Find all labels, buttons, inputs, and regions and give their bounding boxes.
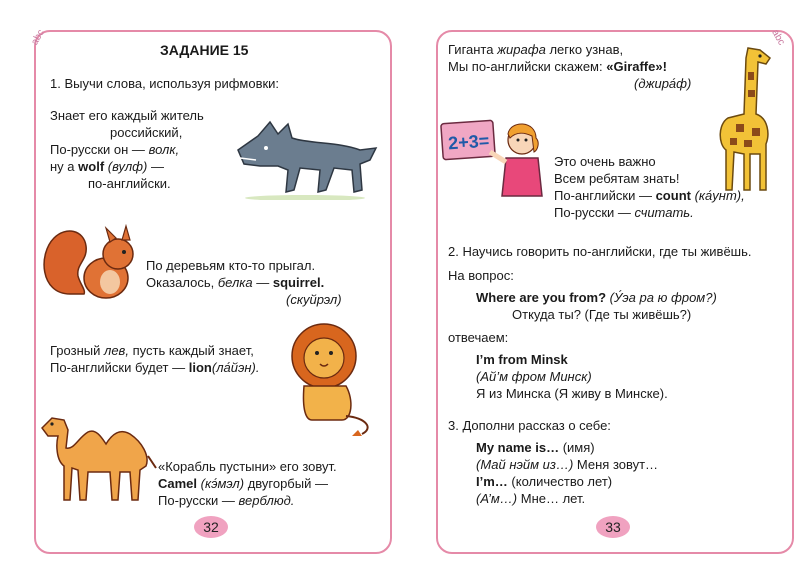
- camel-rhyme-line1: «Корабль пустыни» его зовут.: [158, 459, 337, 474]
- wolf-rhyme-line2: российский,: [110, 125, 183, 140]
- giraffe-illustration: [708, 44, 784, 194]
- giraffe-rhyme-line2: Мы по-английски скажем: «Giraffe»!: [448, 59, 667, 74]
- answer-label: отвечаем:: [448, 330, 509, 345]
- wolf-rhyme-line4: ну а wolf (вулф) —: [50, 159, 164, 174]
- question-label: На вопрос:: [448, 268, 514, 283]
- age-english: I’m… (количество лет): [476, 474, 613, 489]
- answer-transcription: (Ай’м фром Минск): [476, 369, 592, 384]
- squirrel-rhyme-line1: По деревьям кто-то прыгал.: [146, 258, 316, 273]
- task-title: ЗАДАНИЕ 15: [160, 42, 249, 58]
- camel-rhyme-line3: По-русски — верблюд.: [158, 493, 295, 508]
- age-russian: (А’м…) Мне… лет.: [476, 491, 586, 506]
- answer-english: I’m from Minsk: [476, 352, 568, 367]
- count-rhyme-line4: По-русски — считать.: [554, 205, 694, 220]
- question-english: Where are you from? (У́эа ра ю фром?): [476, 290, 717, 305]
- wolf-rhyme-line5: по-английски.: [88, 176, 171, 191]
- giraffe-transcription: (джира́ф): [634, 76, 692, 91]
- count-rhyme-line2: Всем ребятам знать!: [554, 171, 680, 186]
- my-name-russian: (Май нэйм из…) Меня зовут…: [476, 457, 659, 472]
- page-number-left: 32: [194, 516, 228, 538]
- camel-rhyme-line2: Camel (кэ́мэл) двугорбый —: [158, 476, 328, 491]
- svg-text:2+3=: 2+3=: [447, 130, 490, 154]
- camel-illustration: [38, 408, 160, 504]
- math-card-illustration: [440, 118, 544, 198]
- task3-instruction: 3. Дополни рассказ о себе:: [448, 418, 611, 433]
- wolf-rhyme-line1: Знает его каждый житель: [50, 108, 204, 123]
- corner-abc-right: abc: [769, 27, 787, 48]
- count-rhyme-line3: По-английски — count (ка́унт),: [554, 188, 745, 203]
- squirrel-illustration: [40, 224, 140, 302]
- count-rhyme-line1: Это очень важно: [554, 154, 656, 169]
- lion-rhyme-line1: Грозный лев, пусть каждый знает,: [50, 343, 254, 358]
- squirrel-rhyme-line2: Оказалось, белка — squirrel.: [146, 275, 325, 290]
- task2-instruction: 2. Научись говорить по-английски, где ты живёшь.: [448, 244, 752, 259]
- task1-instruction: 1. Выучи слова, используя рифмовки:: [50, 76, 280, 91]
- page-number-right: 33: [596, 516, 630, 538]
- wolf-illustration: [230, 108, 380, 200]
- squirrel-transcription: (скуйрэл): [286, 292, 342, 307]
- corner-abc-left: abc: [29, 27, 47, 48]
- answer-russian: Я из Минска (Я живу в Минске).: [476, 386, 668, 401]
- my-name-english: My name is… (имя): [476, 440, 595, 455]
- giraffe-rhyme-line1: Гиганта жирафа легко узнав,: [448, 42, 624, 57]
- lion-rhyme-line2: По-английски будет — lion(ла́йэн).: [50, 360, 260, 375]
- question-russian: Откуда ты? (Где ты живёшь?): [512, 307, 692, 322]
- lion-illustration: [282, 320, 378, 438]
- wolf-rhyme-line3: По-русски он — волк,: [50, 142, 180, 157]
